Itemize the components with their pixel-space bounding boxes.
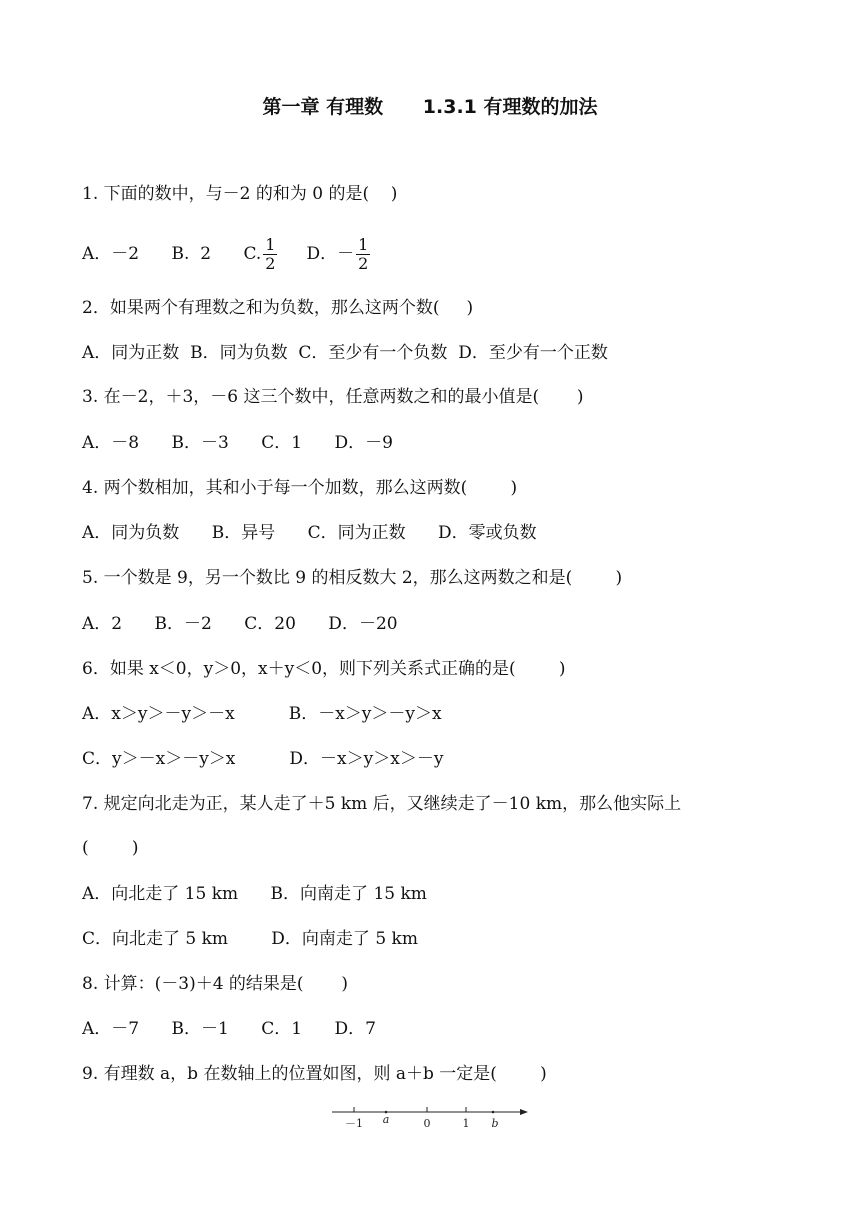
question-9-stem: 9. 有理数 a，b 在数轴上的位置如图，则 a＋b 一定是( ) (82, 1064, 547, 1084)
axis-label-neg-one: －1 (345, 1117, 363, 1130)
question-4-stem: 4. 两个数相加，其和小于每一个加数，那么这两数( ) (82, 478, 518, 498)
question-6-options-ab: A．x＞y＞－y＞－x B．－x＞y＞－y＞x (82, 704, 442, 724)
question-4-options: A．同为负数 B．异号 C．同为正数 D．零或负数 (82, 523, 537, 543)
question-8-options: A．－7 B．－1 C．1 D．7 (82, 1019, 376, 1039)
question-5-options: A．2 B．－2 C．20 D．－20 (82, 614, 398, 634)
fraction-one-half-neg: $\frac{1}{2}$ (358, 235, 369, 273)
q1-option-d: D．－ (279, 244, 355, 264)
number-line-figure (330, 1100, 530, 1130)
question-2-stem: 2．如果两个有理数之和为负数，那么这两个数( ) (82, 298, 474, 318)
axis-label-one: 1 (462, 1117, 470, 1130)
question-3-stem: 3. 在－2，＋3，－6 这三个数中，任意两数之和的最小值是( ) (82, 387, 584, 407)
question-1-stem: 1. 下面的数中，与－2 的和为 0 的是( ) (82, 184, 398, 204)
question-7-options-ab: A．向北走了 15 km B．向南走了 15 km (82, 884, 427, 904)
page-title: 第一章 有理数 1.3.1 有理数的加法 (262, 96, 598, 118)
question-8-stem: 8. 计算：(－3)＋4 的结果是( ) (82, 974, 349, 994)
question-7-stem: 7. 规定向北走为正，某人走了＋5 km 后，又继续走了－10 km，那么他实际上 (82, 794, 682, 814)
question-2-options: A．同为正数 B．同为负数 C．至少有一个负数 D．至少有一个正数 (82, 343, 608, 363)
question-6-stem: 6．如果 x＜0，y＞0，x＋y＜0，则下列关系式正确的是( ) (82, 659, 566, 679)
q1-option-a-b: A．－2 B. 2 C. (82, 244, 262, 264)
axis-label-b: b (491, 1117, 499, 1130)
question-5-stem: 5. 一个数是 9，另一个数比 9 的相反数大 2，那么这两数之和是( ) (82, 568, 623, 588)
question-7-options-cd: C．向北走了 5 km D．向南走了 5 km (82, 929, 418, 949)
point-b (492, 1111, 495, 1114)
axis-label-zero: 0 (423, 1117, 431, 1130)
number-line-arrow-icon (520, 1109, 528, 1115)
question-7-stem-continued: ( ) (82, 838, 139, 858)
axis-label-a: a (382, 1113, 390, 1126)
question-3-options: A．－8 B．－3 C．1 D．－9 (82, 433, 393, 453)
fraction-one-half: $\frac{1}{2}$ (265, 235, 276, 273)
question-1-options (82, 236, 372, 273)
question-6-options-cd: C．y＞－x＞－y＞x D．－x＞y＞x＞－y (82, 749, 444, 769)
